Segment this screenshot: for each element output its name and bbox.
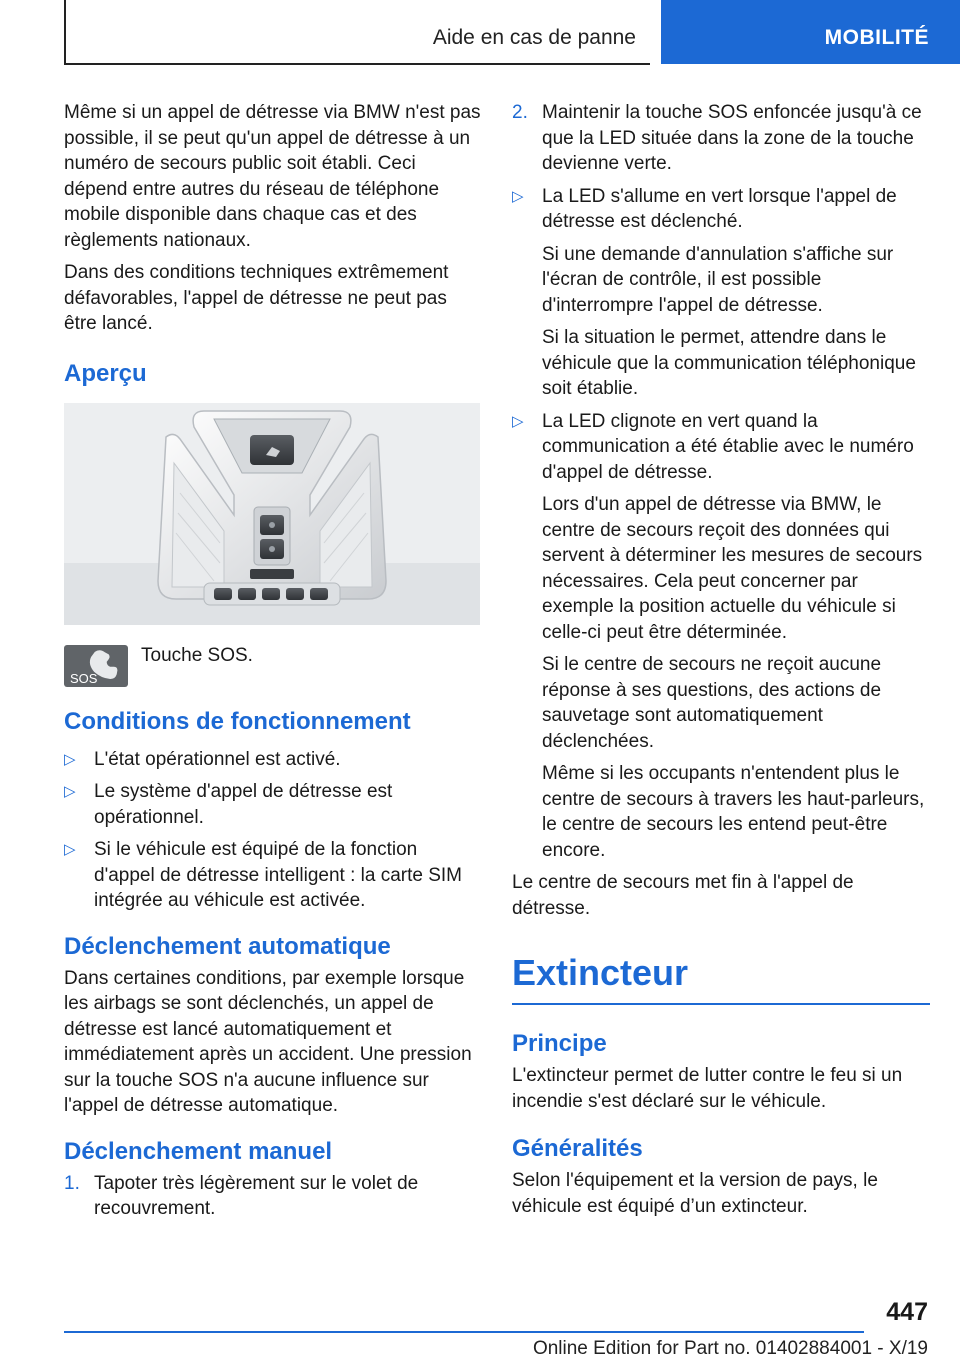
paragraph: L'extincteur permet de lutter contre le feu si un incendie s'est déclaré sur le véhicule. (512, 1065, 903, 1112)
triangle-bullet-icon: ▷ (64, 841, 76, 858)
manual-trigger-heading: Déclenchement manuel (64, 1137, 333, 1165)
list-item: ▷ La LED clignote en vert quand la communication a été établie avec le numéro d'appel de détresse. Lors d'un appel de détresse via BMW, le centre de secours reçoit des données qui servent à déterminer les mesures de secours nécessaires. Cela peut concerner par exemple la position actuelle du véhicule si celle-ci peut être déterminée. Si le centre de secours ne reçoit aucune réponse à ses questions, des actions de sauvetage sont automatiquement déclenchées. Même si les occupants n'entendent plus le centre de secours à travers les haut-parleurs, le centre de secours les entend peut-être encore. (512, 409, 930, 864)
triangle-bullet-icon: ▷ (512, 187, 524, 205)
result-list (512, 184, 930, 864)
header-section-title: Aide en cas de panne (432, 26, 636, 49)
footer-edition: Online Edition for Part no. 01402884001 - X/19 (532, 1338, 928, 1359)
sos-button-icon (64, 645, 128, 687)
header-left-rule (64, 0, 66, 64)
steps-list-continued (512, 100, 930, 177)
sos-caption: Touche SOS. (141, 644, 253, 666)
list-item: ▷ Si le véhicule est équipé de la fonction d'appel de détresse intelligent : la carte SIM intégrée au véhicule est activée. (64, 839, 463, 911)
list-item: 2. Maintenir la touche SOS enfoncée jusqu'à ce que la LED située dans la zone de la touche devienne verte. (512, 102, 922, 174)
general-heading: Généralités (512, 1135, 643, 1162)
triangle-bullet-icon: ▷ (64, 783, 76, 800)
overview-heading: Aperçu (64, 359, 147, 387)
paragraph: Selon l'équipement et la version de pays, le véhicule est équipé d’un extincteur. (512, 1170, 878, 1217)
list-subparagraph: Si le centre de secours ne reçoit aucune réponse à ses questions, des actions de sauvetage sont automatiquement déclenchées. (542, 654, 882, 752)
conditions-heading: Conditions de fonctionnement (64, 707, 411, 735)
triangle-bullet-icon: ▷ (512, 412, 524, 430)
header-chapter-tab[interactable]: MOBILITÉ (661, 0, 960, 64)
list-subparagraph: Lors d'un appel de détresse via BMW, le centre de secours reçoit des données qui servent à déterminer les mesures de secours nécessaires. Cela peut concerner par exemple la position actuelle du véhicule si celle-ci peut être déterminée. (542, 494, 923, 643)
step-number: 2. (512, 102, 528, 123)
list-item: ▷ L'état opérationnel est activé. (64, 747, 482, 773)
steps-list (64, 1171, 482, 1222)
paragraph: Dans certaines conditions, par exemple lorsque les airbags se sont déclenchés, un appel de détresse est lancé automatiquement et immédiatement après un accident. Une pression sur la touche SOS n'a aucune influence sur l'appel de détresse automatique. (64, 967, 472, 1116)
right-column (512, 100, 930, 1226)
auto-trigger-heading: Déclenchement automatique (64, 932, 391, 960)
chapter-title: Extincteur (512, 951, 930, 1005)
overview-photo (64, 403, 480, 625)
list-item: ▷ La LED s'allume en vert lorsque l'appel de détresse est déclenché. Si une demande d'annulation s'affiche sur l'écran de contrôle, il est possible d'interrompre l'appel de détresse. Si la situation le permet, attendre dans le véhicule que la communication téléphonique soit établie. (512, 184, 930, 402)
list-subparagraph: Si la situation le permet, attendre dans le véhicule que la communication téléphonique soit établie. (542, 327, 916, 399)
list-item: ▷ Le système d'appel de détresse est opérationnel. (64, 781, 393, 828)
left-column (64, 100, 482, 1229)
page-number: 447 (886, 1298, 928, 1326)
paragraph: Dans des conditions techniques extrêmement défavorables, l'appel de détresse ne peut pas être lancé. (64, 262, 449, 334)
triangle-bullet-icon: ▷ (64, 750, 76, 768)
paragraph: Le centre de secours met fin à l'appel de détresse. (512, 872, 854, 919)
list-subparagraph: Si une demande d'annulation s'affiche sur l'écran de contrôle, il est possible d'interrompre l'appel de détresse. (542, 243, 894, 316)
header-bottom-rule (64, 63, 650, 65)
roof-console-illustration (64, 403, 480, 625)
svg-text:SOS: SOS (70, 670, 98, 686)
principle-heading: Principe (512, 1030, 607, 1057)
footer-rule (64, 1331, 864, 1333)
conditions-list (64, 747, 482, 914)
list-subparagraph: Même si les occupants n'entendent plus le centre de secours à travers les haut-parleurs, le centre de secours les entend peut-être encore. (542, 763, 925, 861)
sos-legend (64, 643, 482, 707)
paragraph: Même si un appel de détresse via BMW n'est pas possible, il se peut qu'un appel de détresse à un numéro de secours public soit établi. Ceci dépend entre autres du réseau de téléphone mobile disponible dans chaque cas et des règlements nationaux. (64, 102, 481, 251)
step-number: 1. (64, 1172, 80, 1194)
list-item: 1. Tapoter très légèrement sur le volet de recouvrement. (64, 1172, 419, 1219)
